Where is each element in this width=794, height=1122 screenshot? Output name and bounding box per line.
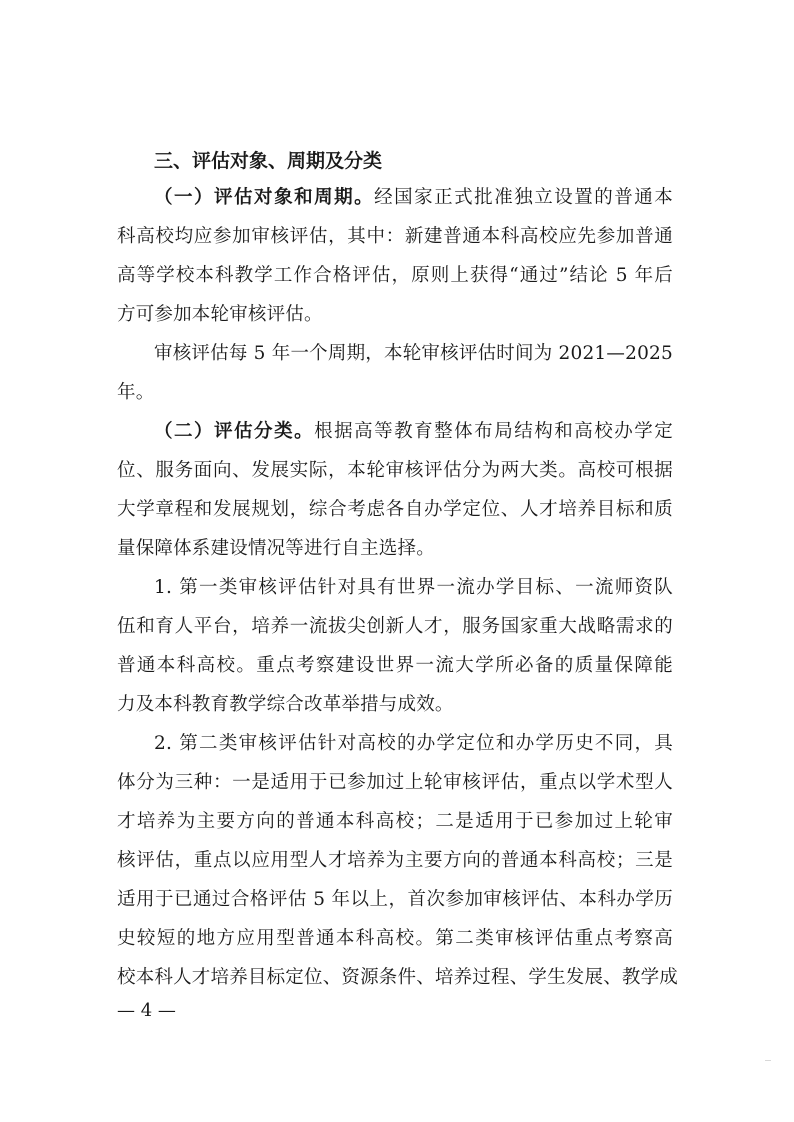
- para1-line1-text: 经国家正式批准独立设置的普通本: [374, 187, 673, 208]
- para3-lead: （二）评估分类。: [154, 421, 315, 442]
- para4-line4: 力及本科教育教学综合改革举措与成效。: [117, 694, 454, 715]
- para1-line4: 方可参加本轮审核评估。: [117, 304, 323, 325]
- para1-line2: 科高校均应参加审核评估，其中：新建普通本科高校应先参加普通: [117, 226, 673, 247]
- para5-line1: 2. 第二类审核评估针对高校的办学定位和办学历史不同，具: [154, 733, 673, 754]
- para4-line1: 1. 第一类审核评估针对具有世界一流办学目标、一流师资队: [154, 577, 673, 598]
- para5-line2: 体分为三种：一是适用于已参加过上轮审核评估，重点以学术型人: [117, 772, 673, 793]
- para5-line7: 校本科人才培养目标定位、资源条件、培养过程、学生发展、教学成: [117, 967, 679, 988]
- para1-line3: 高等学校本科教学工作合格评估，原则上获得“通过”结论 5 年后: [117, 265, 673, 286]
- para1-lead: （一）评估对象和周期。: [154, 187, 375, 208]
- para5-line3: 才培养为主要方向的普通本科高校；二是适用于已参加过上轮审: [117, 811, 673, 832]
- para5-line4: 核评估，重点以应用型人才培养为主要方向的普通本科高校；三是: [117, 850, 673, 871]
- para4-line2: 伍和育人平台，培养一流拔尖创新人才，服务国家重大战略需求的: [117, 616, 673, 637]
- para1-line1: [154, 186, 673, 210]
- para3-line2: 位、服务面向、发展实际，本轮审核评估分为两大类。高校可根据: [117, 460, 673, 481]
- para2-line1: 审核评估每 5 年一个周期，本轮审核评估时间为 2021—2025: [154, 343, 673, 364]
- para3-line3: 大学章程和发展规划，综合考虑各自办学定位、人才培养目标和质: [117, 499, 673, 520]
- para3-line4: 量保障体系建设情况等进行自主选择。: [117, 538, 435, 559]
- scan-mark: [765, 1060, 771, 1061]
- para3-line1: [154, 420, 673, 444]
- para5-line6: 史较短的地方应用型普通本科高校。第二类审核评估重点考察高: [117, 928, 673, 949]
- para4-line3: 普通本科高校。重点考察建设世界一流大学所必备的质量保障能: [117, 655, 673, 676]
- section-heading: 三、评估对象、周期及分类: [154, 150, 383, 172]
- para3-line1-text: 根据高等教育整体布局结构和高校办学定: [314, 421, 673, 442]
- para5-line5: 适用于已通过合格评估 5 年以上，首次参加审核评估、本科办学历: [117, 889, 673, 910]
- para2-line2: 年。: [117, 382, 155, 403]
- page-number: — 4 —: [117, 1000, 176, 1021]
